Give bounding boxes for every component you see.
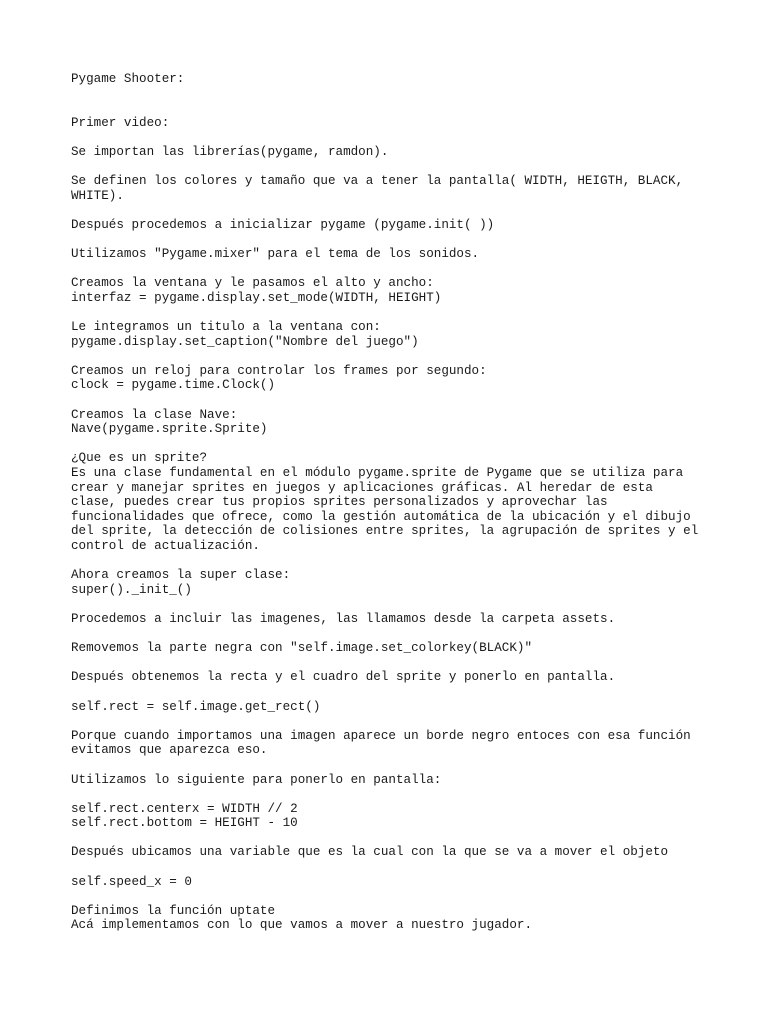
- spacer: [71, 758, 711, 773]
- spacer: [71, 233, 711, 248]
- spacer: [71, 87, 711, 116]
- paragraph-colorkey: Removemos la parte negra con "self.image.set_colorkey(BLACK)": [71, 641, 533, 656]
- spacer: [71, 831, 711, 846]
- spacer: [71, 160, 711, 175]
- paragraph-rect: Después obtenemos la recta y el cuadro del sprite y ponerlo en pantalla.: [71, 670, 616, 685]
- paragraph-clock: Creamos un reloj para controlar los frames por segundo: clock = pygame.time.Clock(): [71, 363, 487, 393]
- spacer: [71, 889, 711, 904]
- spacer: [71, 393, 711, 408]
- paragraph-class: Creamos la clase Nave: Nave(pygame.sprite.Sprite): [71, 407, 268, 437]
- spacer: [71, 685, 711, 700]
- code-speed: self.speed_x = 0: [71, 874, 192, 889]
- paragraph-window: Creamos la ventana y le pasamos el alto y ancho: interfaz = pygame.display.set_mode(WIDTH, HEIGHT): [71, 276, 442, 305]
- paragraph-sprite-definition: ¿Que es un sprite? Es una clase fundamental en el módulo pygame.sprite de Pygame que se utiliza para crear y manejar sprites en juegos y aplicaciones gráficas. Al heredar de esta clase, puedes crear tus propios sprites personalizados y aprovechar las funcionalidades que ofrece, como la gestión automática de la ubicación y el dibujo del sprite, la detección de colisiones entre sprites, la agrupación de sprites y el control de actualización.: [71, 451, 699, 553]
- paragraph-colors: Se definen los colores y tamaño que va a tener la pantalla( WIDTH, HEIGTH, BLACK, WHITE).: [71, 174, 684, 203]
- spacer: [71, 130, 711, 145]
- paragraph-super: Ahora creamos la super clase: super()._init_(): [71, 568, 291, 597]
- spacer: [71, 306, 711, 321]
- spacer: [71, 262, 711, 277]
- spacer: [71, 787, 711, 802]
- paragraph-update: Definimos la función uptate Acá implementamos con lo que vamos a mover a nuestro jugador.: [71, 903, 533, 933]
- spacer: [71, 656, 711, 671]
- spacer: [71, 349, 711, 364]
- paragraph-mixer: Utilizamos "Pygame.mixer" para el tema de los sonidos.: [71, 247, 480, 262]
- spacer: [71, 203, 711, 218]
- paragraph-border: Porque cuando importamos una imagen aparece un borde negro entoces con esa función evitamos que aparezca eso.: [71, 728, 691, 758]
- paragraph-position: Utilizamos lo siguiente para ponerlo en pantalla:: [71, 772, 442, 787]
- spacer: [71, 554, 711, 569]
- spacer: [71, 437, 711, 452]
- section-heading: Primer video:: [71, 115, 170, 130]
- spacer: [71, 627, 711, 642]
- paragraph-init: Después procedemos a inicializar pygame (pygame.init( )): [71, 217, 495, 232]
- paragraph-images: Procedemos a incluir las imagenes, las llamamos desde la carpeta assets.: [71, 611, 616, 626]
- spacer: [71, 860, 711, 875]
- document-page: [71, 72, 711, 933]
- code-position: self.rect.centerx = WIDTH // 2 self.rect.bottom = HEIGHT - 10: [71, 801, 298, 831]
- spacer: [71, 597, 711, 612]
- document-title: Pygame Shooter:: [71, 72, 185, 86]
- spacer: [71, 714, 711, 729]
- paragraph-caption: Le integramos un titulo a la ventana con: pygame.display.set_caption("Nombre del juego"): [71, 320, 419, 349]
- paragraph-imports: Se importan las librerías(pygame, ramdon).: [71, 144, 389, 159]
- paragraph-variable: Después ubicamos una variable que es la cual con la que se va a mover el objeto: [71, 845, 669, 860]
- code-get-rect: self.rect = self.image.get_rect(): [71, 699, 321, 714]
